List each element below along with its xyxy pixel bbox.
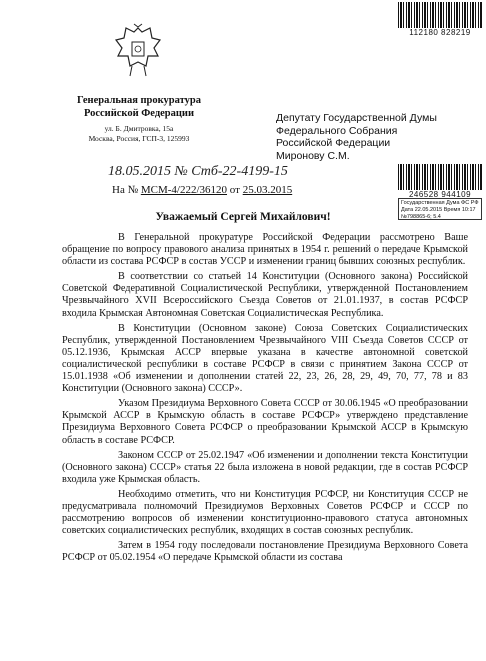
recipient-line2: Федерального Собрания	[276, 124, 398, 137]
body-paragraph: Затем в 1954 году последовали постановление Президиума Верховного Совета РСФСР от 05.02.1954 «О передаче Крымской области из состава	[62, 540, 468, 564]
ref-from: от	[229, 184, 240, 196]
recipient-block	[276, 112, 476, 150]
recipient-name: Миронову С.М.	[276, 150, 350, 162]
body-paragraph: Необходимо отметить, что ни Конституция РСФСР, ни Конституция СССР не предусматривала полномочий Президиумов Верховных Советов РСФСР и СССР по рассмотрению вопросов об изменении конституционно-правового статуса автономных советских социалистических республик, входящих в состав союзных республик.	[62, 488, 468, 537]
handwritten-date-number: 18.05.2015 № Стб-22-4199-15	[108, 164, 288, 179]
stamp-line: №798865-6; 5.4	[401, 214, 441, 220]
body-paragraph: В соответствии со статьей 14 Конституции (Основного закона) Российской Советской Федеративной Социалистической Республики, утвержденной Постановлением Чрезвычайного XVII Всероссийского Съезда Советов от 21.01.1937, в состав РСФСР входила Крымская Автономная Советская Социалистическая Республика.	[62, 271, 468, 319]
barcode-bars-icon	[398, 164, 482, 190]
body-paragraph: Указом Президиума Верховного Совета СССР от 30.06.1945 «О преобразовании Крымской АССР в Крымскую область в составе РСФСР» утверждено представление Президиума Верховного Совета РСФСР о преобразовании Крымской АССР в Крымскую область в составе РСФСР.	[62, 398, 468, 446]
barcode-number: 246528 944109	[408, 190, 472, 199]
body-paragraph: В Конституции (Основном законе) Союза Советских Социалистических Республик, утвержденной Постановлением Чрезвычайного VIII Съезда Советов СССР от 05.12.1936, Крымская АССР впервые указана в качестве автономной советской социалистической республики в составе РСФСР в связи с принятием Закона СССР от 15.01.1938 «Об изменении и дополнении статей 22, 23, 26, 28, 29, 49, 70, 77, 78 и 83 Конституции (Основного закона) СССР».	[62, 322, 468, 395]
letter-body	[62, 232, 468, 567]
ref-prefix: На №	[112, 184, 139, 196]
sender-address	[0, 124, 278, 144]
recipient-line3: Российской Федерации	[276, 137, 391, 149]
body-paragraph: Законом СССР от 25.02.1947 «Об изменении и дополнении текста Конституции (Основного закона) СССР» статья 22 была изложена в новой редакции, где в состав РСФСР входила уже Крымская область.	[62, 449, 468, 485]
sender-organization	[0, 94, 278, 120]
address-line2: Москва, Россия, ГСП-3, 125993	[88, 134, 190, 143]
address-line1: ул. Б. Дмитровка, 15а	[104, 124, 174, 133]
recipient-line1: Депутату Государственной Думы	[276, 112, 437, 124]
coat-of-arms-emblem-icon	[112, 22, 164, 80]
registration-barcode-mid	[398, 164, 482, 198]
stamp-line: Государственная Дума ФС РФ	[401, 200, 479, 206]
salutation: Уважаемый Сергей Михайлович!	[155, 211, 331, 223]
barcode-number: 112180 828219	[409, 28, 471, 37]
body-paragraph: В Генеральной прокуратуре Российской Федерации рассмотрено Ваше обращение по вопросу правового анализа принятых в 1954 г. решений о передаче Крымской области из состава РСФСР в состав УССР и изменении границ бывших союзных республик.	[62, 232, 468, 268]
org-name-line1: Генеральная прокуратура	[77, 95, 201, 106]
ref-number: МСМ-4/222/36120	[140, 184, 228, 196]
registration-barcode-top	[398, 2, 482, 42]
org-name-line2: Российской Федерации	[83, 108, 195, 119]
stamp-line: Дата 22.05.2015 Время 10:17	[401, 207, 476, 213]
ref-date: 25.03.2015	[242, 184, 293, 196]
barcode-bars-icon	[398, 2, 482, 28]
reference-line	[112, 184, 292, 196]
